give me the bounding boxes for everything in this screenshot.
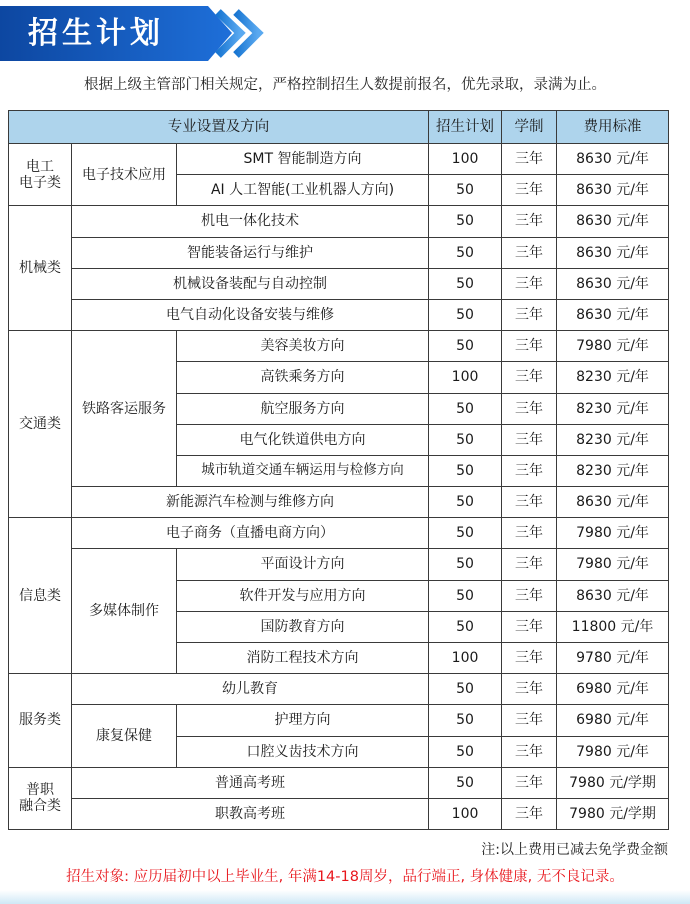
fee-cell: 7980 元/学期 [557,767,669,798]
quota-cell: 100 [429,643,502,674]
quota-cell: 100 [429,144,502,175]
table-row [9,299,669,330]
duration-cell: 三年 [502,299,557,330]
quota-cell: 50 [429,299,502,330]
header-major: 专业设置及方向 [9,111,429,144]
direction-cell: 消防工程技术方向 [177,643,429,674]
table-row [9,674,669,705]
quota-cell: 50 [429,424,502,455]
direction-cell: AI 人工智能(工业机器人方向) [177,175,429,206]
fee-cell: 8230 元/年 [557,455,669,486]
duration-cell: 三年 [502,580,557,611]
quota-cell: 50 [429,206,502,237]
enrollment-requirement: 招生对象: 应历届初中以上毕业生, 年满14-18周岁，品行端正, 身体健康, 无不良记录。 [66,869,624,885]
enrollment-table [8,110,669,830]
category-cell: 信息类 [9,518,72,674]
fee-cell: 7980 元/年 [557,549,669,580]
table-row [9,767,669,798]
major-cell: 电子技术应用 [72,144,177,206]
duration-cell: 三年 [502,206,557,237]
page-title: 招生计划 [28,16,164,51]
direction-cell: 城市轨道交通车辆运用与检修方向 [177,455,429,486]
major-cell: 多媒体制作 [72,549,177,674]
fee-cell: 9780 元/年 [557,643,669,674]
quota-cell: 50 [429,767,502,798]
duration-cell: 三年 [502,144,557,175]
quota-cell: 50 [429,549,502,580]
header-quota: 招生计划 [429,111,502,144]
quota-cell: 50 [429,487,502,518]
fee-cell: 8230 元/年 [557,393,669,424]
duration-cell: 三年 [502,393,557,424]
header-fee: 费用标准 [557,111,669,144]
quota-cell: 50 [429,705,502,736]
title-banner [0,6,268,61]
major-cell: 康复保健 [72,705,177,767]
table-row [9,144,669,175]
major-cell: 机械设备装配与自动控制 [72,268,429,299]
direction-cell: 电气化铁道供电方向 [177,424,429,455]
direction-cell: 口腔义齿技术方向 [177,736,429,767]
quota-cell: 50 [429,736,502,767]
quota-cell: 50 [429,331,502,362]
fee-cell: 7980 元/年 [557,518,669,549]
direction-cell: 美容美妆方向 [177,331,429,362]
header-duration: 学制 [502,111,557,144]
quota-cell: 50 [429,393,502,424]
fee-cell: 6980 元/年 [557,674,669,705]
direction-cell: 护理方向 [177,705,429,736]
table-header-row [9,111,669,144]
duration-cell: 三年 [502,237,557,268]
quota-cell: 50 [429,611,502,642]
quota-cell: 50 [429,674,502,705]
direction-cell: 高铁乘务方向 [177,362,429,393]
major-cell: 普通高考班 [72,767,429,798]
table-row [9,487,669,518]
direction-cell: SMT 智能制造方向 [177,144,429,175]
quota-cell: 50 [429,455,502,486]
fee-cell: 7980 元/学期 [557,798,669,829]
table-row [9,206,669,237]
quota-cell: 100 [429,362,502,393]
table-row [9,331,669,362]
quota-cell: 50 [429,268,502,299]
fee-cell: 8630 元/年 [557,237,669,268]
major-cell: 电气自动化设备安装与维修 [72,299,429,330]
major-cell: 机电一体化技术 [72,206,429,237]
fee-cell: 8630 元/年 [557,206,669,237]
duration-cell: 三年 [502,798,557,829]
duration-cell: 三年 [502,549,557,580]
fee-cell: 8630 元/年 [557,299,669,330]
category-cell: 交通类 [9,331,72,518]
fee-cell: 7980 元/年 [557,736,669,767]
category-cell: 普职 融合类 [9,767,72,829]
fee-cell: 7980 元/年 [557,331,669,362]
duration-cell: 三年 [502,362,557,393]
fee-cell: 8630 元/年 [557,144,669,175]
category-cell: 机械类 [9,206,72,331]
fee-footnote: 注:以上费用已减去免学费金额 [481,842,668,858]
quota-cell: 50 [429,175,502,206]
major-cell: 新能源汽车检测与维修方向 [72,487,429,518]
direction-cell: 国防教育方向 [177,611,429,642]
table-row [9,705,669,736]
quota-cell: 50 [429,237,502,268]
duration-cell: 三年 [502,268,557,299]
fee-cell: 8230 元/年 [557,424,669,455]
fee-cell: 8630 元/年 [557,268,669,299]
duration-cell: 三年 [502,487,557,518]
major-cell: 职教高考班 [72,798,429,829]
quota-cell: 100 [429,798,502,829]
quota-cell: 50 [429,518,502,549]
fee-cell: 8630 元/年 [557,175,669,206]
duration-cell: 三年 [502,518,557,549]
fee-cell: 6980 元/年 [557,705,669,736]
duration-cell: 三年 [502,736,557,767]
bottom-decoration [0,890,690,904]
duration-cell: 三年 [502,643,557,674]
fee-cell: 8230 元/年 [557,362,669,393]
table-row [9,268,669,299]
duration-cell: 三年 [502,424,557,455]
table-row [9,549,669,580]
table-row [9,237,669,268]
category-cell: 服务类 [9,674,72,768]
quota-cell: 50 [429,580,502,611]
direction-cell: 平面设计方向 [177,549,429,580]
duration-cell: 三年 [502,455,557,486]
category-cell: 电工 电子类 [9,144,72,206]
table-row [9,798,669,829]
direction-cell: 软件开发与应用方向 [177,580,429,611]
major-cell: 幼儿教育 [72,674,429,705]
duration-cell: 三年 [502,674,557,705]
direction-cell: 航空服务方向 [177,393,429,424]
major-cell: 电子商务（直播电商方向） [72,518,429,549]
duration-cell: 三年 [502,175,557,206]
fee-cell: 8630 元/年 [557,487,669,518]
fee-cell: 11800 元/年 [557,611,669,642]
duration-cell: 三年 [502,331,557,362]
duration-cell: 三年 [502,705,557,736]
intro-text: 根据上级主管部门相关规定，严格控制招生人数提前报名，优先录取，录满为止。 [84,77,606,93]
duration-cell: 三年 [502,767,557,798]
major-cell: 智能装备运行与维护 [72,237,429,268]
fee-cell: 8630 元/年 [557,580,669,611]
duration-cell: 三年 [502,611,557,642]
table-row [9,518,669,549]
major-cell: 铁路客运服务 [72,331,177,487]
